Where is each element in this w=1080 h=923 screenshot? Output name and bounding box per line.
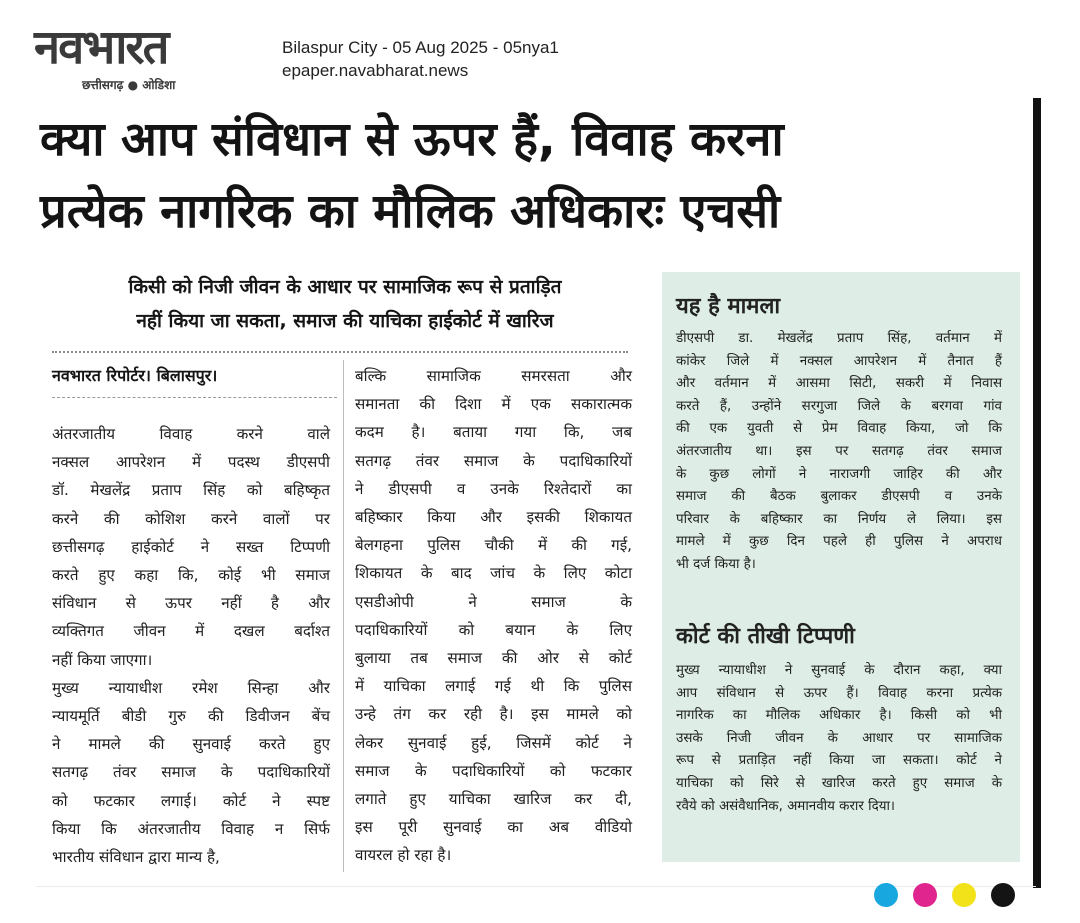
edition-info <box>282 36 559 82</box>
sidebar-text-line: नागरिक का मौलिक अधिकार है। किसी को भी <box>676 708 1002 724</box>
article-text-line: कदम है। बताया गया कि, जब <box>355 423 632 442</box>
headline-line-2: प्रत्येक नागरिक का मौलिक अधिकारः एचसी <box>40 184 781 239</box>
article-text-line: बुलाया तब समाज की ओर से कोर्ट <box>355 649 632 668</box>
sidebar-title-court: कोर्ट की तीखी टिप्पणी <box>676 624 855 649</box>
sidebar-text-line: मामले में कुछ दिन पहले ही पुलिस ने अपराध <box>676 534 1002 550</box>
registration-mark-magenta <box>913 883 937 907</box>
article-text-line: ने मामले की सुनवाई करते हुए <box>52 735 330 754</box>
byline: नवभारत रिपोर्टर। बिलासपुर। <box>52 366 218 385</box>
article-text-line: समाज के पदाधिकारियों को फटकार <box>355 761 632 780</box>
sidebar-text-line: याचिका को सिरे से खारिज करते हुए समाज के <box>676 775 1002 791</box>
article-text-line: बहिष्कार किया और इसकी शिकायत <box>355 508 632 527</box>
subheadline-line-2: नहीं किया जा सकता, समाज की याचिका हाईकोर्ट में खारिज <box>136 310 554 332</box>
article-text-line: वायरल हो रहा है। <box>355 846 452 865</box>
article-text-line: अंतरजातीय विवाह करने वाले <box>52 425 330 443</box>
sidebar-text-line: उसके निजी जीवन के आधार पर सामाजिक <box>676 730 1002 746</box>
article-text-line: में याचिका लगाई गई थी कि पुलिस <box>355 677 632 696</box>
article-text-line: उन्हे तंग कर रही है। इस मामले को <box>355 705 632 724</box>
website-text: epaper.navabharat.news <box>282 61 469 80</box>
article-text-line: भारतीय संविधान द्वारा मान्य है, <box>52 848 220 867</box>
sidebar-text-line: भी दर्ज किया है। <box>676 556 756 572</box>
sidebar-text-line: समाज की बैठक बुलाकर डीएसपी व उनके <box>676 489 1002 505</box>
article-text-line: छत्तीसगढ़ हाईकोर्ट ने सख्त टिप्पणी <box>52 537 330 556</box>
sidebar-text-line: और वर्तमान में आसमा सिटी, सकरी में निवास <box>676 376 1002 392</box>
article-column-2 <box>355 362 632 870</box>
column-divider <box>343 360 344 872</box>
subheadline <box>52 270 638 338</box>
article-text-line: इस पूरी सुनवाई का अब वीडियो <box>355 818 632 837</box>
article-text-line: संविधान से ऊपर नहीं है और <box>52 594 330 613</box>
article-text-line: को फटकार लगाई। कोर्ट ने स्पष्ट <box>52 791 330 810</box>
sidebar-text-line: अंतरजातीय था। इस पर सतगढ़ तंवर समाज <box>676 443 1002 459</box>
sidebar-court-text <box>676 660 1002 818</box>
registration-mark-black <box>991 883 1015 907</box>
article-text-line: नक्सल आपरेशन में पदस्थ डीएसपी <box>52 453 330 472</box>
article-text-line: नहीं किया जाएगा। <box>52 650 153 669</box>
registration-mark-cyan <box>874 883 898 907</box>
sidebar-box <box>662 272 1020 862</box>
article-text-line: शिकायत के बाद जांच के लिए कोटा <box>355 564 632 583</box>
article-text-line: न्यायमूर्ति बीडी गुरु की डिवीजन बेंच <box>52 707 330 726</box>
article-text-line: लेकर सुनवाई हुई, जिसमें कोर्ट ने <box>355 733 632 752</box>
article-text-line: लगाते हुए याचिका खारिज कर दी, <box>355 790 632 809</box>
headline-line-1: क्या आप संविधान से ऊपर हैं, विवाह करना <box>40 112 784 167</box>
sidebar-text-line: मुख्य न्यायाधीश ने सुनवाई के दौरान कहा, क्या <box>676 663 1002 678</box>
dotted-divider <box>52 351 628 353</box>
article-text-line: सतगढ़ तंवर समाज के पदाधिकारियों <box>52 763 330 782</box>
article-text-line: मुख्य न्यायाधीश रमेश सिन्हा और <box>52 678 330 697</box>
article-text-line: बल्कि सामाजिक समरसता और <box>355 367 632 385</box>
edition-line: Bilaspur City - 05 Aug 2025 - 05nya1 <box>282 38 559 57</box>
sidebar-text-line: के कुछ लोगों ने नाराजगी जाहिर की और <box>676 466 1002 482</box>
article-text-line: किया कि अंतरजातीय विवाह न सिर्फ <box>52 819 330 838</box>
sidebar-text-line: रवैये को असंवैधानिक, अमानवीय करार दिया। <box>676 798 896 814</box>
sidebar-text-line: की एक युवती से प्रेम विवाह किया, जो कि <box>676 421 1002 437</box>
newspaper-logo: नवभारत <box>34 20 168 75</box>
sidebar-text-line: परिवार के बहिष्कार का निर्णय ले लिया। इस <box>676 511 1002 527</box>
article-text-line: व्यक्तिगत जीवन में दखल बर्दाश्त <box>52 622 330 641</box>
article-text-line: सतगढ़ तंवर समाज के पदाधिकारियों <box>355 451 632 470</box>
byline-divider <box>52 397 337 398</box>
logo-subtitle: छत्तीसगढ़ ● ओडिशा <box>82 78 176 92</box>
headline <box>40 104 1040 248</box>
sidebar-text-line: डीएसपी डा. मेखलेंद्र प्रताप सिंह, वर्तमान में <box>676 331 1002 346</box>
subheadline-line-1: किसी को निजी जीवन के आधार पर सामाजिक रूप से प्रताड़ित <box>128 276 562 298</box>
article-text-line: डॉ. मेखलेंद्र प्रताप सिंह को बहिष्कृत <box>52 481 330 500</box>
sidebar-title-case: यह है मामला <box>676 294 781 319</box>
article-text-line: ने डीएसपी व उनके रिश्तेदारों का <box>355 479 632 498</box>
article-text-line: पदाधिकारियों को बयान के लिए <box>355 620 632 639</box>
article-text-line: बेलगहना पुलिस चौकी में की गई, <box>355 536 632 555</box>
article-text-line: करने की कोशिश करने वालों पर <box>52 509 330 528</box>
masthead <box>34 22 262 96</box>
article-text-line: एसडीओपी ने समाज के <box>355 592 632 611</box>
sidebar-text-line: करते हैं, उन्होंने सरगुजा जिले के बरगवा गांव <box>676 398 1002 414</box>
article-column-1 <box>52 420 330 871</box>
registration-mark-yellow <box>952 883 976 907</box>
sidebar-text-line: आप संविधान से ऊपर हैं। विवाह करना प्रत्येक <box>676 685 1002 701</box>
article-text-line: करते हुए कहा कि, कोई भी समाज <box>52 566 330 585</box>
sidebar-text-line: रूप से प्रताड़ित नहीं किया जा सकता। कोर्ट ने <box>676 753 1002 769</box>
article-text-line: समानता की दिशा में एक सकारात्मक <box>355 395 632 414</box>
sidebar-case-text <box>676 328 1002 577</box>
sidebar-text-line: कांकेर जिले में नक्सल आपरेशन में तैनात हैं <box>676 353 1002 369</box>
